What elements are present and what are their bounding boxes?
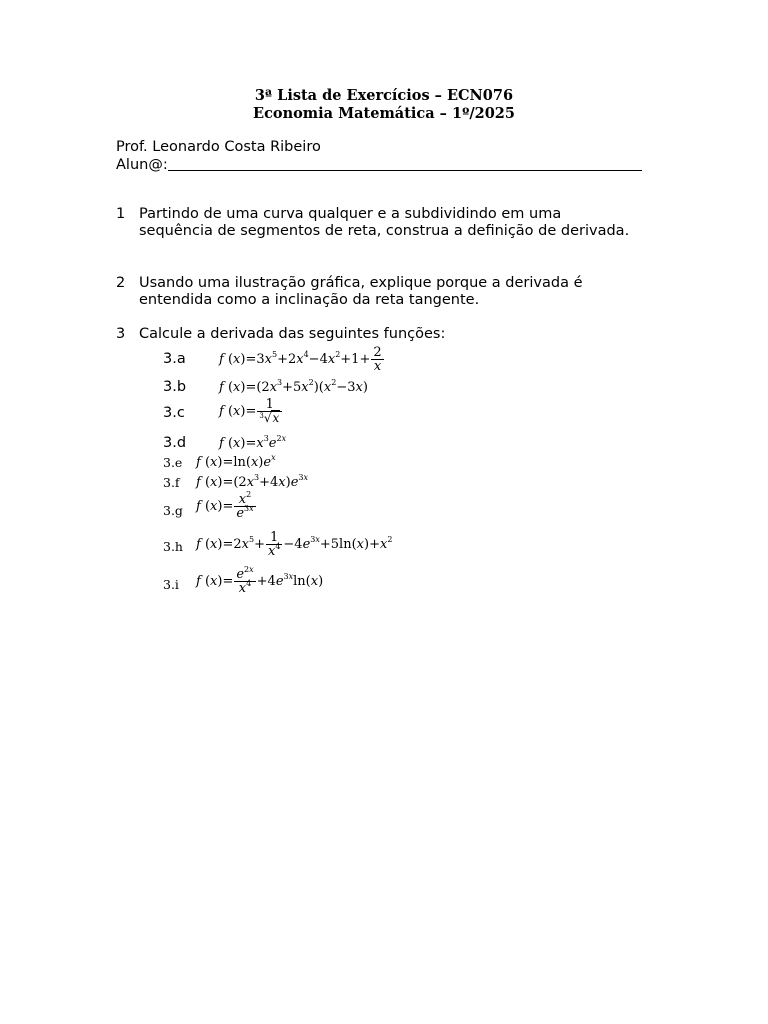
formula-3d: f $(x)=x^3e^{2x}$ — [219, 434, 287, 451]
formula-3g: f (x)= $\frac{x^2}{e^{3x}}$ — [196, 490, 254, 521]
title-line-2: Economia Matemática – 1º/2025 — [253, 105, 515, 122]
formula-3b: f $(x)=(2x^3+5x^2)(x^2-3x)$ — [219, 378, 368, 395]
question-text: Partindo de uma curva qualquer e a subdividindo em uma sequência de segmentos de reta, construa a definição de derivada. — [139, 206, 630, 239]
subitem-label: 3.f — [163, 475, 180, 490]
formula-3c: f (x)= $\frac{1}{^3√x}$ — [219, 398, 283, 425]
title-line-1: 3ª Lista de Exercícios – ECN076 — [254, 87, 514, 104]
subitem-label: 3.h — [163, 539, 183, 554]
formula-3a: f $(x)=3x^5+2x^4-4x^2+1+$ $\frac{2}{x}$ — [219, 345, 382, 374]
subitem-label: 3.d — [163, 435, 187, 451]
student-label: Alun@: — [116, 157, 168, 173]
question-number: 3 — [116, 326, 126, 342]
question-text: Calcule a derivada das seguintes funções: — [139, 326, 446, 342]
formula-3i: f (x)= $\frac{e^{2x}}{x^4}$ $+4e^{3x}\ln(x)$ — [196, 565, 324, 596]
question-number: 1 — [116, 206, 126, 222]
subitem-label: 3.a — [163, 351, 186, 367]
question-text: Usando uma ilustração gráfica, explique porque a derivada é entendida como a inclinação da reta tangente. — [139, 275, 583, 308]
subitem-label: 3.g — [163, 503, 183, 518]
professor-name: Prof. Leonardo Costa Ribeiro — [116, 139, 321, 155]
formula-3e: f $(x)=\ln(x)e^x$ — [196, 453, 276, 470]
student-name-blank — [168, 156, 642, 171]
student-line — [116, 156, 642, 173]
subitem-label: 3.i — [163, 577, 179, 592]
formula-3f: f $(x)=(2x^3+4x)e^{3x}$ — [196, 473, 309, 490]
question-number: 2 — [116, 275, 126, 291]
subitem-label: 3.c — [163, 405, 185, 421]
subitem-label: 3.e — [163, 455, 183, 470]
subitem-label: 3.b — [163, 379, 187, 395]
formula-3h: f $(x)=2x^5+$ $\frac{1}{x^4}$ $-4e^{3x}+5\ln(x)+x^2$ — [196, 530, 393, 559]
